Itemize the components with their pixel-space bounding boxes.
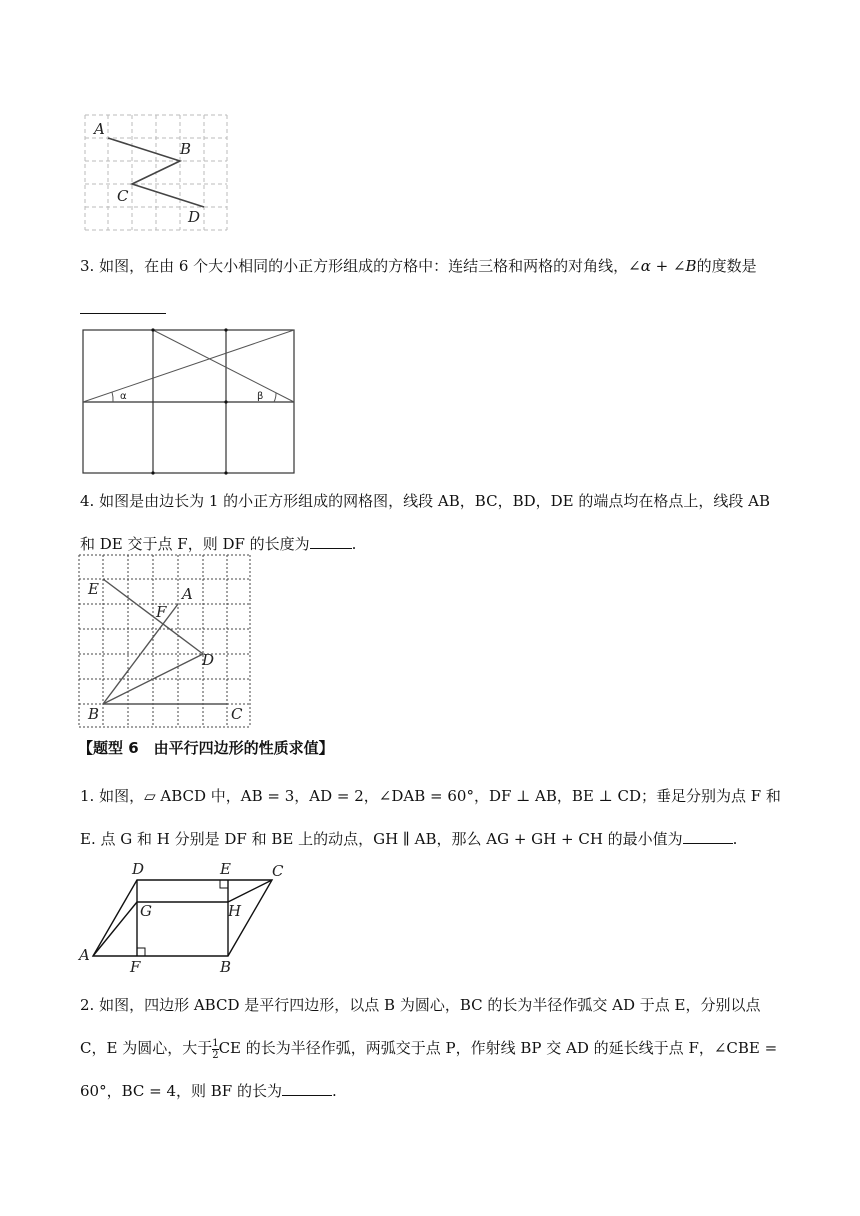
question-6-2 bbox=[80, 984, 784, 1113]
question-6-2-text-before: 2. 如图，四边形 ABCD 是平行四边形，以点 B 为圆心，BC 的长为半径作弧交 AD 于点 E，分别以点 C，E 为圆心，大于 bbox=[80, 996, 761, 1057]
question-3-text-before: 3. 如图，在由 6 个大小相同的小正方形组成的方格中：连结三格和两格的对角线， bbox=[80, 257, 629, 275]
question-4-end: . bbox=[351, 535, 357, 553]
label-d: D bbox=[202, 651, 215, 669]
grid-figure-abcdef bbox=[76, 551, 254, 731]
grid-figure-abcd bbox=[80, 110, 232, 238]
question-6-2-end: . bbox=[331, 1082, 337, 1100]
label-b: B bbox=[180, 140, 192, 158]
label-a: A bbox=[182, 585, 193, 603]
fraction-numerator: 1 bbox=[212, 1037, 219, 1049]
section-heading: 【题型 6 由平行四边形的性质求值】 bbox=[78, 739, 334, 757]
question-6-2-text-after: CE 的长为半径作弧，两弧交于点 P，作射线 BP 交 AD 的延长线于点 F，∠CBE = 60°，BC = 4，则 BF 的长为 bbox=[80, 1039, 778, 1100]
label-h: H bbox=[228, 902, 242, 920]
fraction-denominator: 2 bbox=[212, 1049, 219, 1061]
question-3-formula: ∠α + ∠B bbox=[628, 257, 697, 275]
label-c: C bbox=[117, 187, 129, 205]
angle-arc-alpha bbox=[112, 392, 113, 402]
answer-blank bbox=[310, 533, 352, 549]
label-d: D bbox=[132, 860, 145, 878]
question-3-text-after: 的度数是 bbox=[696, 257, 757, 275]
label-c: C bbox=[231, 705, 243, 723]
label-c: C bbox=[272, 862, 284, 880]
label-a: A bbox=[79, 946, 90, 964]
question-4-text: 4. 如图是由边长为 1 的小正方形组成的网格图，线段 AB，BC，BD，DE 的端点均在格点上，线段 AB 和 DE 交于点 F，则 DF 的长度为 bbox=[80, 492, 770, 553]
label-g: G bbox=[140, 902, 152, 920]
label-b: B bbox=[220, 958, 232, 976]
label-alpha: α bbox=[120, 391, 127, 402]
answer-blank bbox=[282, 1080, 332, 1096]
label-e: E bbox=[88, 580, 99, 598]
label-e: E bbox=[220, 860, 231, 878]
label-f: F bbox=[156, 603, 167, 621]
label-d: D bbox=[188, 208, 201, 226]
answer-blank bbox=[80, 298, 166, 314]
grid-figure-alpha-beta bbox=[80, 326, 300, 478]
answer-blank bbox=[683, 828, 733, 844]
label-a: A bbox=[94, 120, 105, 138]
segments bbox=[103, 579, 227, 704]
angle-arc-beta bbox=[274, 393, 276, 402]
question-6-1 bbox=[80, 775, 784, 861]
label-f: F bbox=[130, 958, 141, 976]
parallelogram-lines bbox=[93, 880, 272, 956]
label-beta: β bbox=[257, 391, 264, 402]
parallelogram-figure bbox=[76, 858, 296, 976]
label-b: B bbox=[88, 705, 100, 723]
question-6-1-text: 1. 如图，▱ ABCD 中，AB = 3，AD = 2，∠DAB = 60°，DF ⊥ AB，BE ⊥ CD；垂足分别为点 F 和 E. 点 G 和 H 分别是 DF 和 BE 上的动点，GH ∥ AB，那么 AG + GH + CH 的最小值为 bbox=[80, 787, 781, 848]
question-6-1-end: . bbox=[732, 830, 738, 848]
question-3 bbox=[80, 245, 784, 331]
